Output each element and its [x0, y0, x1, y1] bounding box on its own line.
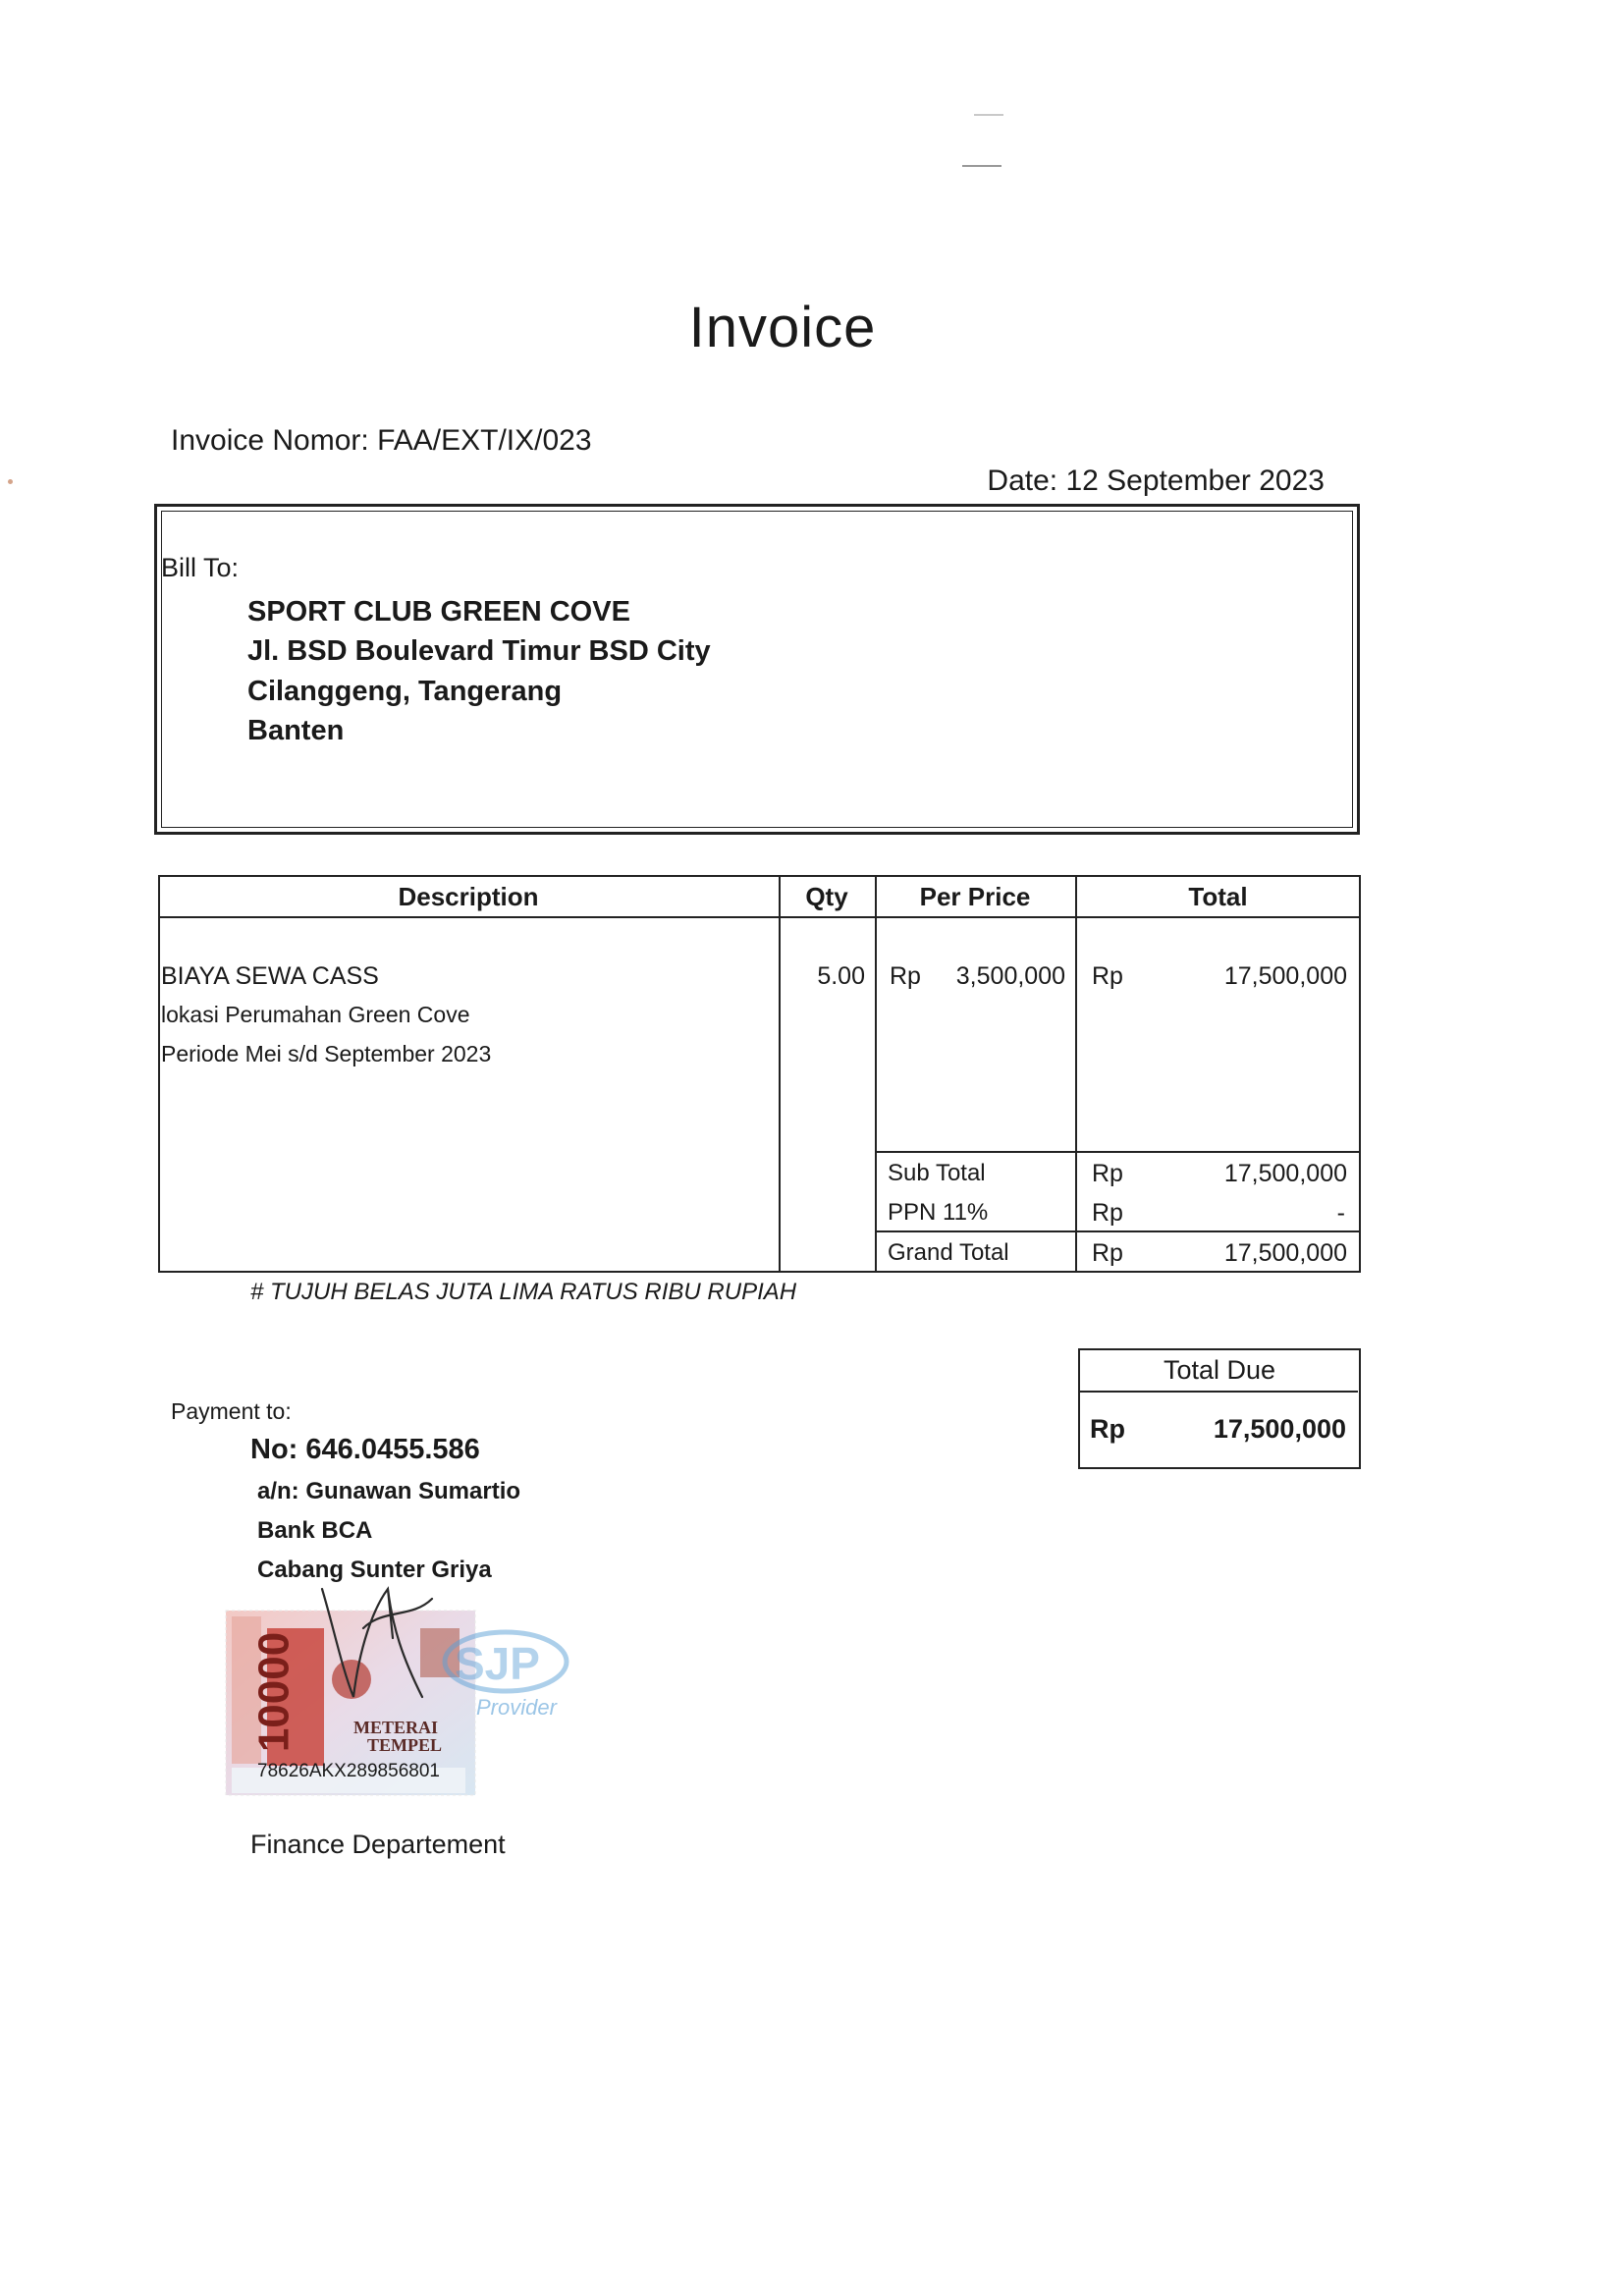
- total-due-currency: Rp: [1090, 1414, 1125, 1444]
- tax-currency: Rp: [1092, 1199, 1123, 1227]
- grand-total-value: 17,500,000: [1223, 1239, 1347, 1267]
- tax-value: -: [1336, 1199, 1345, 1227]
- payment-account-holder: a/n: Gunawan Sumartio: [257, 1478, 521, 1504]
- scan-speck: [962, 165, 1001, 167]
- grand-total-currency: Rp: [1092, 1239, 1123, 1267]
- payment-bank: Bank BCA: [257, 1517, 373, 1544]
- table-column-divider: [779, 875, 781, 1273]
- subtotal-value: 17,500,000: [1223, 1160, 1347, 1187]
- item-description-detail: Periode Mei s/d September 2023: [161, 1041, 492, 1066]
- header-qty: Qty: [805, 882, 848, 911]
- bill-to-box: [154, 504, 1360, 835]
- amount-in-words: # TUJUH BELAS JUTA LIMA RATUS RIBU RUPIAH: [250, 1279, 797, 1305]
- item-price: 3,500,000: [955, 962, 1065, 990]
- total-due-amount: 17,500,000: [1213, 1414, 1346, 1444]
- invoice-number: Invoice Nomor: FAA/EXT/IX/023: [171, 424, 592, 457]
- summary-top-divider: [875, 1151, 1361, 1153]
- item-description-detail: lokasi Perumahan Green Cove: [161, 1002, 470, 1027]
- items-table: [158, 875, 1361, 1273]
- grand-total-label: Grand Total: [888, 1239, 1009, 1266]
- watermark-text: Provider: [476, 1695, 557, 1720]
- payment-branch: Cabang Sunter Griya: [257, 1557, 492, 1583]
- item-total: 17,500,000: [1223, 962, 1347, 990]
- bill-to-address-line: Cilanggeng, Tangerang: [247, 676, 563, 707]
- item-qty: 5.00: [817, 962, 865, 990]
- document-title: Invoice: [688, 296, 877, 359]
- stamp-label-line: TEMPEL: [367, 1735, 443, 1755]
- tax-label: PPN 11%: [888, 1199, 989, 1226]
- watermark-letters: SJP: [455, 1638, 540, 1689]
- handwritten-signature: [295, 1569, 491, 1717]
- total-due-label: Total Due: [1163, 1355, 1276, 1385]
- stamp-label-line: METERAI: [353, 1718, 439, 1737]
- bill-to-label: Bill To:: [161, 553, 240, 582]
- bill-to-address-line: Banten: [247, 715, 345, 746]
- table-column-divider: [875, 875, 877, 1273]
- scan-speck: [974, 114, 1003, 116]
- table-column-divider: [1075, 875, 1077, 1273]
- payment-account-number: No: 646.0455.586: [250, 1434, 480, 1465]
- item-description: BIAYA SEWA CASS: [161, 962, 379, 990]
- bill-to-name: SPORT CLUB GREEN COVE: [247, 596, 630, 628]
- invoice-date: Date: 12 September 2023: [987, 465, 1325, 497]
- subtotal-label: Sub Total: [888, 1160, 986, 1186]
- payment-label: Payment to:: [171, 1398, 292, 1424]
- scan-speck: [8, 479, 13, 484]
- header-per-price: Per Price: [919, 882, 1031, 911]
- subtotal-currency: Rp: [1092, 1160, 1123, 1187]
- header-total: Total: [1188, 882, 1248, 911]
- table-header-divider: [158, 916, 1361, 918]
- item-price-currency: Rp: [890, 962, 921, 990]
- signoff-department: Finance Departement: [250, 1830, 506, 1859]
- stamp-label: [353, 1719, 442, 1754]
- header-description: Description: [398, 882, 539, 911]
- stamp-value-text: 10000: [249, 1631, 298, 1753]
- bill-to-address-line: Jl. BSD Boulevard Timur BSD City: [247, 635, 711, 667]
- stamp-serial: 78626AKX289856801: [257, 1761, 440, 1781]
- item-total-currency: Rp: [1092, 962, 1123, 990]
- grand-total-divider: [875, 1230, 1361, 1232]
